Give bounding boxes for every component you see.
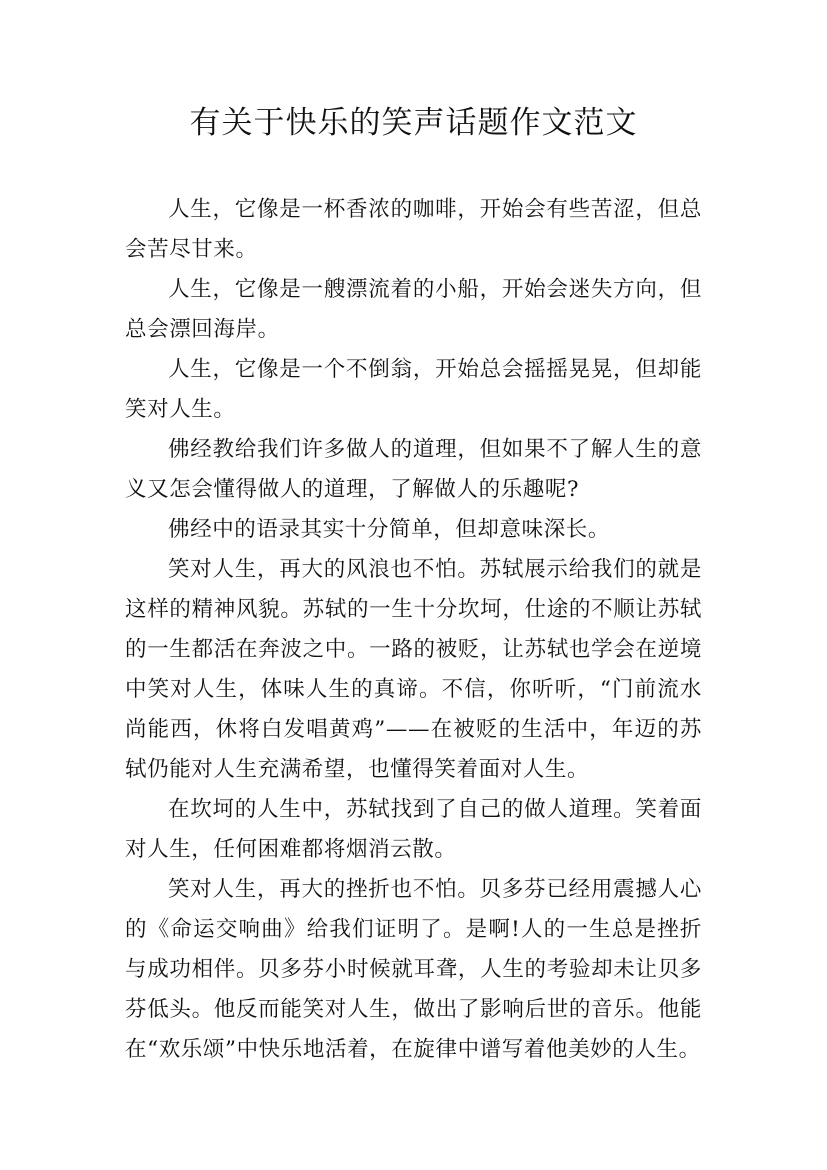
document-body: [125, 190, 702, 1070]
paragraph: 人生，它像是一杯香浓的咖啡，开始会有些苦涩，但总会苦尽甘来。: [125, 197, 702, 262]
document-title: 有关于快乐的笑声话题作文范文: [189, 105, 638, 141]
paragraph: 人生，它像是一个不倒翁，开始总会摇摇晃晃，但却能笑对人生。: [125, 357, 702, 422]
paragraph: 笑对人生，再大的挫折也不怕。贝多芬已经用震撼人心的《命运交响曲》给我们证明了。是啊!人的一生总是挫折与成功相伴。贝多芬小时候就耳聋，人生的考验却未让贝多芬低头。他反而能笑对人生，做出了影响后世的音乐。他能在“欢乐颂”中快乐地活着，在旋律中谱写着他美妙的人生。: [125, 877, 702, 1062]
paragraph: 佛经中的语录其实十分简单，但却意味深长。: [168, 517, 611, 542]
paragraph: 笑对人生，再大的风浪也不怕。苏轼展示给我们的就是这样的精神风貌。苏轼的一生十分坎坷，仕途的不顺让苏轼的一生都活在奔波之中。一路的被贬，让苏轼也学会在逆境中笑对人生，体味人生的真谛。不信，你听听，“门前流水尚能西，休将白发唱黄鸡”——在被贬的生活中，年迈的苏轼仍能对人生充满希望，也懂得笑着面对人生。: [125, 557, 702, 782]
paragraph: 在坎坷的人生中，苏轼找到了自己的做人道理。笑着面对人生，任何困难都将烟消云散。: [125, 797, 702, 862]
paragraph: 人生，它像是一艘漂流着的小船，开始会迷失方向，但总会漂回海岸。: [125, 277, 702, 342]
paragraph: 佛经教给我们许多做人的道理，但如果不了解人生的意义又怎会懂得做人的道理，了解做人的乐趣呢?: [125, 437, 702, 502]
